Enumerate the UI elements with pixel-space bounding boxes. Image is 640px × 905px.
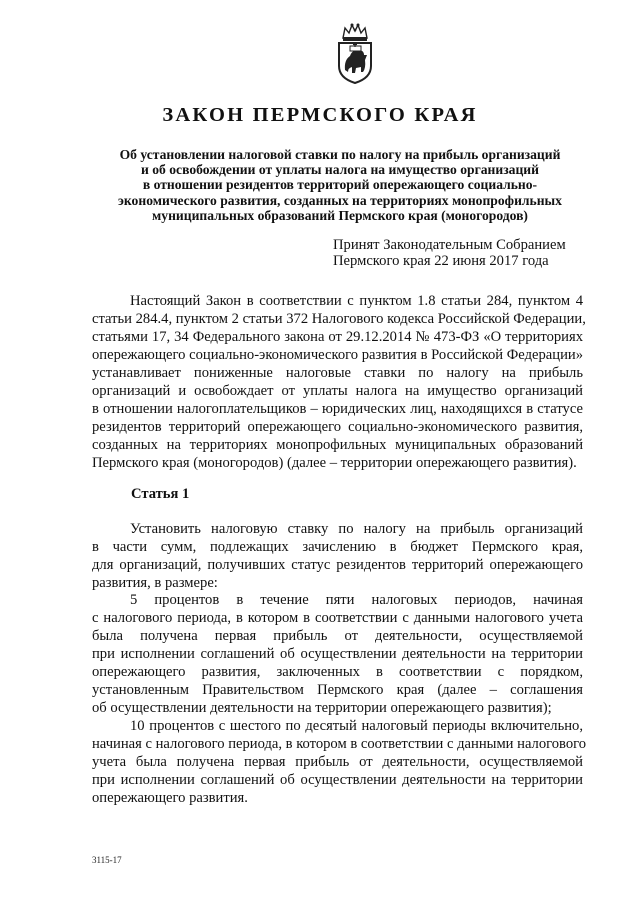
article-line: учета была получена первая прибыль от деятельности, осуществляемой (92, 754, 583, 770)
article-heading: Статья 1 (131, 486, 190, 502)
article-line: в части сумм, подлежащих зачислению в бюджет Пермского края, (92, 539, 583, 555)
preamble-line: статьи 284.4, пунктом 2 статьи 372 Налогового кодекса Российской Федерации, (92, 311, 586, 327)
adoption-line: Пермского края 22 июня 2017 года (333, 253, 549, 269)
document-code: 3115-17 (92, 855, 122, 865)
law-subtitle (80, 147, 600, 223)
article-line: с налогового периода, в котором в соответствии с данными налогового учета (92, 610, 583, 626)
article-line: была получена первая прибыль от деятельности, осуществляемой (92, 628, 583, 644)
article-paragraph-2 (92, 591, 583, 717)
article-line: 10 процентов с шестого по десятый налоговый периоды включительно, (130, 718, 583, 734)
preamble-line: опережающего социально-экономического развития в Российской Федерации» (92, 347, 583, 363)
article-line: установленным Правительством Пермского края (далее – соглашения (92, 682, 583, 698)
preamble-paragraph (92, 292, 586, 472)
subtitle-line: муниципальных образований Пермского края (моногородов) (152, 207, 528, 223)
article-paragraph-1 (92, 520, 583, 592)
article-line: развития, в размере: (92, 575, 218, 591)
article-paragraph-3 (92, 717, 587, 807)
subtitle-line: в отношении резидентов территорий опережающего социально- (142, 177, 538, 193)
law-title: ЗАКОН ПЕРМСКОГО КРАЯ (162, 104, 478, 126)
preamble-line: Пермского края (моногородов) (далее – территории опережающего развития). (92, 455, 577, 471)
article-line: для организаций, получивших статус резидентов территорий опережающего (92, 557, 583, 573)
preamble-line: Настоящий Закон в соответствии с пунктом 1.8 статьи 284, пунктом 4 (130, 293, 583, 309)
article-line: при исполнении соглашений об осуществлении деятельности на территории (92, 772, 583, 788)
subtitle-line: экономического развития, созданных на территориях монопрофильных (118, 192, 562, 208)
article-line: опережающего развития, заключенных в соответствии с порядком, (92, 664, 583, 680)
article-line: при исполнении соглашений об осуществлении деятельности на территории (92, 646, 583, 662)
perm-krai-coat-of-arms-icon (334, 22, 376, 84)
article-line: 5 процентов в течение пяти налоговых периодов, начиная (130, 592, 583, 608)
subtitle-line: и об освобождении от уплаты налога на имущество организаций (141, 162, 539, 178)
preamble-line: резидентов территорий опережающего социально-экономического развития, (92, 419, 583, 435)
article-line: Установить налоговую ставку по налогу на прибыль организаций (130, 521, 583, 537)
article-line: об осуществлении деятельности на территории опережающего развития); (92, 700, 552, 716)
preamble-line: организаций и освобождает от уплаты налога на имущество организаций (92, 383, 583, 399)
preamble-line: в отношении налогоплательщиков – юридических лиц, находящихся в статусе (92, 401, 583, 417)
article-line: начиная с налогового периода, в котором в соответствии с данными налогового (92, 736, 587, 752)
preamble-line: устанавливает пониженные налоговые ставки по налогу на прибыль (92, 365, 583, 381)
adoption-note (333, 237, 566, 269)
adoption-line: Принят Законодательным Собранием (333, 237, 566, 253)
preamble-line: созданных на территориях монопрофильных муниципальных образований (92, 437, 583, 453)
subtitle-line: Об установлении налоговой ставки по налогу на прибыль организаций (119, 147, 561, 162)
article-line: опережающего развития. (92, 790, 248, 806)
preamble-line: статьями 17, 34 Федерального закона от 29.12.2014 № 473-ФЗ «О территориях (92, 329, 583, 345)
